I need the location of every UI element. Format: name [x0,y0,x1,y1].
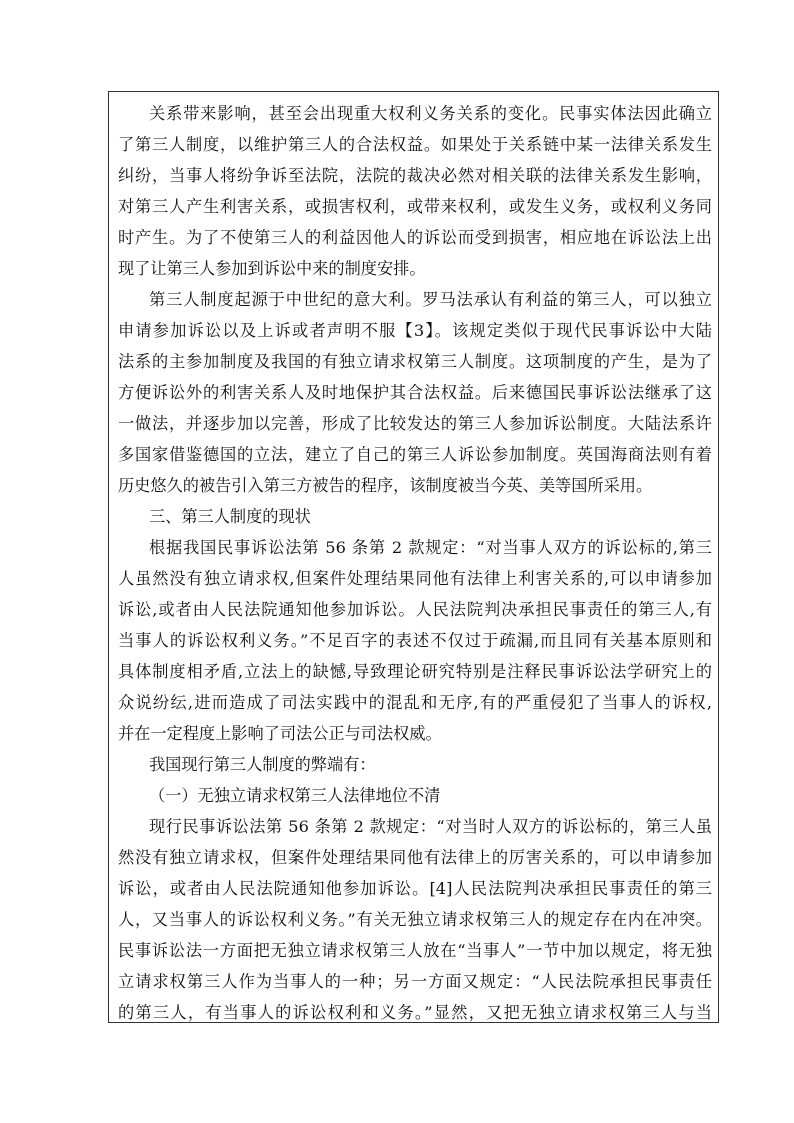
text-line: 然没有独立请求权，但案件处理结果同他有法律上的厉害关系的，可以申请参加 [118,848,712,867]
text-line: 现行民事诉讼法第 56 条第 2 款规定：“对当时人双方的诉讼标的，第三人虽 [149,817,712,836]
text-line: 民事诉讼法一方面把无独立请求权第三人放在“当事人”一节中加以规定，将无独 [118,941,712,960]
subsection-heading-text: （一）无独立请求权第三人法律地位不清 [149,786,441,805]
text-line: 立请求权第三人作为当事人的一种；另一方面又规定：“人民法院承担民事责任 [118,972,712,991]
text-line: 法系的主参加制度及我国的有独立请求权第三人制度。这项制度的产生，是为了 [118,352,712,371]
subsection-heading [118,780,712,811]
text-line: 时产生。为了不使第三人的利益因他人的诉讼而受到损害，相应地在诉讼法上出 [118,228,712,247]
paragraph-drawbacks-intro [118,749,712,780]
text-line: 人虽然没有独立请求权,但案件处理结果同他有法律上利害关系的,可以申请参加 [118,569,712,588]
text-line: 历史悠久的被告引入第三方被告的程序，该制度被当今英、美等国所采用。 [118,476,653,495]
text-line: 根据我国民事诉讼法第 56 条第 2 款规定：“对当事人双方的诉讼标的,第三 [149,538,712,557]
paragraph-unclear-status [118,811,712,1028]
text-line: 一做法，并逐步加以完善，形成了比较发达的第三人参加诉讼制度。大陆法系许 [118,414,712,433]
text-line: 当事人的诉讼权利义务。”不足百字的表述不仅过于疏漏,而且同有关基本原则和 [118,631,712,650]
text-line: 对第三人产生利害关系，或损害权利，或带来权利，或发生义务，或权利义务同 [118,197,712,216]
section-heading [118,501,712,532]
text-line: 人，又当事人的诉讼权利义务。”有关无独立请求权第三人的规定存在内在冲突。 [118,910,712,929]
text-line: 具体制度相矛盾,立法上的缺憾,导致理论研究特别是注释民事诉讼法学研究上的 [118,662,712,681]
text-line: 关系带来影响，甚至会出现重大权利义务关系的变化。民事实体法因此确立 [149,104,712,123]
paragraph-third-party-rights [118,98,712,284]
text-line: 申请参加诉讼以及上诉或者声明不服【3】。该规定类似于现代民事诉讼中大陆 [118,321,712,340]
text-line: 第三人制度起源于中世纪的意大利。罗马法承认有利益的第三人，可以独立 [149,290,712,309]
text-line: 纠纷，当事人将纷争诉至法院，法院的裁决必然对相关联的法律关系发生影响， [118,166,712,185]
section-heading-text: 三、第三人制度的现状 [149,507,311,526]
document-body [118,98,712,1028]
text-line: 诉讼，或者由人民法院通知他参加诉讼。[4]人民法院判决承担民事责任的第三 [118,879,712,898]
text-line: 了第三人制度，以维护第三人的合法权益。如果处于关系链中某一法律关系发生 [118,135,712,154]
text-line: 并在一定程度上影响了司法公正与司法权威。 [118,724,442,743]
paragraph-current-law [118,532,712,749]
text-line: 多国家借鉴德国的立法，建立了自己的第三人诉讼参加制度。英国海商法则有着 [118,445,712,464]
text-line: 我国现行第三人制度的弊端有： [149,755,376,774]
text-line: 诉讼,或者由人民法院通知他参加诉讼。人民法院判决承担民事责任的第三人,有 [118,600,712,619]
text-line: 的第三人，有当事人的诉讼权利和义务。”显然，又把无独立请求权第三人与当 [118,1003,712,1022]
paragraph-historical-origin [118,284,712,501]
text-line: 现了让第三人参加到诉讼中来的制度安排。 [118,259,426,278]
text-line: 众说纷纭,进而造成了司法实践中的混乱和无序,有的严重侵犯了当事人的诉权, [118,693,712,712]
text-line: 方便诉讼外的利害关系人及时地保护其合法权益。后来德国民事诉讼法继承了这 [118,383,712,402]
